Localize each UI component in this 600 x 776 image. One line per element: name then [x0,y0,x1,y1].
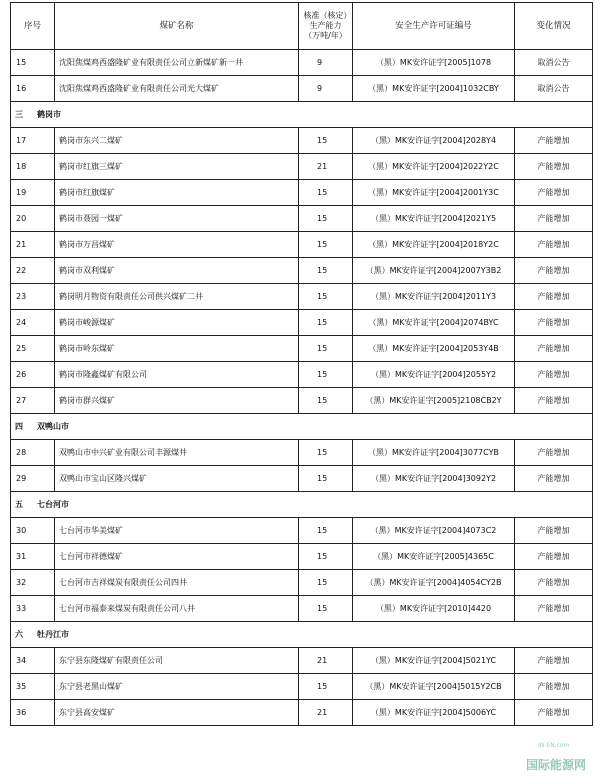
cell-license-number: （黑）MK安许证字[2004]2007Y3B2 [353,258,515,284]
table-row [11,544,593,570]
table-row [11,518,593,544]
cell-change-status: 产能增加 [515,284,593,310]
cell-capacity: 21 [299,700,353,726]
cell-mine-name: 沈阳焦煤鸡西盛隆矿业有限责任公司光大煤矿 [55,76,299,102]
cell-no: 27 [11,388,55,414]
cell-no: 17 [11,128,55,154]
cell-capacity: 15 [299,362,353,388]
header-capacity: 核准（核定）生产能力（万吨/年） [299,3,353,50]
cell-no: 34 [11,648,55,674]
section-title: 七台河市 [37,499,69,509]
cell-change-status: 产能增加 [515,362,593,388]
cell-capacity: 15 [299,336,353,362]
cell-no: 33 [11,596,55,622]
cell-change-status: 产能增加 [515,466,593,492]
cell-mine-name: 东宁县东隆煤矿有限责任公司 [55,648,299,674]
header-name: 煤矿名称 [55,3,299,50]
table-row [11,596,593,622]
table-row [11,440,593,466]
cell-no: 32 [11,570,55,596]
cell-change-status: 产能增加 [515,700,593,726]
cell-license-number: （黑）MK安许证字[2004]2053Y4B [353,336,515,362]
watermark-url: IN-EN.com [538,742,570,749]
cell-no: 31 [11,544,55,570]
table-row [11,648,593,674]
cell-change-status: 产能增加 [515,206,593,232]
table-header-row [11,3,593,50]
table-row [11,700,593,726]
cell-no: 21 [11,232,55,258]
cell-change-status: 产能增加 [515,388,593,414]
table-row [11,362,593,388]
cell-change-status: 产能增加 [515,440,593,466]
cell-no: 22 [11,258,55,284]
cell-change-status: 产能增加 [515,648,593,674]
cell-capacity: 21 [299,154,353,180]
cell-capacity: 15 [299,284,353,310]
cell-capacity: 15 [299,570,353,596]
cell-license-number: （黑）MK安许证字[2004]2022Y2C [353,154,515,180]
table-row [11,232,593,258]
cell-capacity: 15 [299,388,353,414]
coal-mine-table [10,2,593,726]
cell-change-status: 产能增加 [515,258,593,284]
section-title: 双鸭山市 [37,421,69,431]
table-row [11,128,593,154]
section-cell [11,414,593,440]
cell-no: 29 [11,466,55,492]
table-row [11,310,593,336]
cell-change-status: 产能增加 [515,128,593,154]
cell-change-status: 产能增加 [515,232,593,258]
cell-capacity: 15 [299,206,353,232]
cell-license-number: （黑）MK安许证字[2005]1078 [353,50,515,76]
cell-mine-name: 七台河市祥德煤矿 [55,544,299,570]
cell-change-status: 产能增加 [515,518,593,544]
cell-capacity: 15 [299,544,353,570]
cell-license-number: （黑）MK安许证字[2004]5015Y2CB [353,674,515,700]
section-cell [11,102,593,128]
cell-no: 15 [11,50,55,76]
table-row [11,50,593,76]
cell-capacity: 21 [299,648,353,674]
watermark-logo [510,734,594,774]
cell-mine-name: 鹤岗市红旗煤矿 [55,180,299,206]
cell-capacity: 15 [299,518,353,544]
cell-license-number: （黑）MK安许证字[2004]2018Y2C [353,232,515,258]
cell-license-number: （黑）MK安许证字[2004]2074BYC [353,310,515,336]
table-row [11,258,593,284]
section-row [11,492,593,518]
table-row [11,336,593,362]
cell-capacity: 15 [299,440,353,466]
cell-license-number: （黑）MK安许证字[2005]4365C [353,544,515,570]
cell-mine-name: 东宁县高安煤矿 [55,700,299,726]
cell-change-status: 产能增加 [515,596,593,622]
section-number: 五 [15,499,23,509]
table-body [11,50,593,726]
cell-change-status: 取消公告 [515,50,593,76]
cell-mine-name: 东宁县老黑山煤矿 [55,674,299,700]
table-row [11,388,593,414]
table-row [11,466,593,492]
cell-mine-name: 鹤岗市峻源煤矿 [55,310,299,336]
section-title: 鹤岗市 [37,109,61,119]
section-number: 六 [15,629,23,639]
cell-license-number: （黑）MK安许证字[2004]2001Y3C [353,180,515,206]
section-title: 牡丹江市 [37,629,69,639]
header-license: 安全生产许可证编号 [353,3,515,50]
cell-capacity: 9 [299,50,353,76]
cell-capacity: 15 [299,258,353,284]
cell-mine-name: 沈阳焦煤鸡西盛隆矿业有限责任公司立新煤矿新一井 [55,50,299,76]
watermark-text: 国际能源网 [526,758,587,772]
cell-capacity: 15 [299,232,353,258]
cell-mine-name: 双鸭山市中兴矿业有限公司丰源煤井 [55,440,299,466]
cell-no: 24 [11,310,55,336]
cell-no: 30 [11,518,55,544]
cell-license-number: （黑）MK安许证字[2004]3092Y2 [353,466,515,492]
section-row [11,622,593,648]
cell-license-number: （黑）MK安许证字[2004]5006YC [353,700,515,726]
cell-mine-name: 七台河市福泰来煤炭有限责任公司八井 [55,596,299,622]
cell-license-number: （黑）MK安许证字[2004]1032CBY [353,76,515,102]
cell-change-status: 产能增加 [515,154,593,180]
cell-mine-name: 鹤岗明月物资有限责任公司供兴煤矿二井 [55,284,299,310]
section-cell [11,622,593,648]
cell-license-number: （黑）MK安许证字[2005]2108CB2Y [353,388,515,414]
cell-no: 26 [11,362,55,388]
cell-license-number: （黑）MK安许证字[2004]3077CYB [353,440,515,466]
cell-mine-name: 鹤岗市万昌煤矿 [55,232,299,258]
cell-capacity: 15 [299,466,353,492]
section-row [11,102,593,128]
cell-mine-name: 鹤岗市群兴煤矿 [55,388,299,414]
table-row [11,570,593,596]
cell-capacity: 15 [299,674,353,700]
cell-no: 20 [11,206,55,232]
cell-no: 35 [11,674,55,700]
cell-no: 16 [11,76,55,102]
cell-license-number: （黑）MK安许证字[2004]4054CY2B [353,570,515,596]
cell-mine-name: 双鸭山市宝山区隆兴煤矿 [55,466,299,492]
cell-mine-name: 鹤岗市聂园一煤矿 [55,206,299,232]
cell-capacity: 15 [299,180,353,206]
cell-mine-name: 鹤岗市红旗三煤矿 [55,154,299,180]
section-cell [11,492,593,518]
document-table-container [10,2,592,726]
section-number: 四 [15,421,23,431]
cell-mine-name: 鹤岗市岭东煤矿 [55,336,299,362]
cell-capacity: 15 [299,128,353,154]
cell-change-status: 产能增加 [515,336,593,362]
cell-no: 18 [11,154,55,180]
table-row [11,76,593,102]
cell-mine-name: 七台河市吉祥煤炭有限责任公司四井 [55,570,299,596]
cell-license-number: （黑）MK安许证字[2004]4073C2 [353,518,515,544]
section-row [11,414,593,440]
cell-no: 25 [11,336,55,362]
cell-no: 36 [11,700,55,726]
header-change: 变化情况 [515,3,593,50]
cell-capacity: 9 [299,76,353,102]
cell-mine-name: 鹤岗市隆鑫煤矿有限公司 [55,362,299,388]
cell-license-number: （黑）MK安许证字[2004]2021Y5 [353,206,515,232]
cell-capacity: 15 [299,310,353,336]
cell-mine-name: 鹤岗市双利煤矿 [55,258,299,284]
cell-license-number: （黑）MK安许证字[2010]4420 [353,596,515,622]
cell-change-status: 产能增加 [515,674,593,700]
table-row [11,154,593,180]
cell-change-status: 产能增加 [515,180,593,206]
cell-mine-name: 鹤岗市东兴二煤矿 [55,128,299,154]
cell-change-status: 产能增加 [515,310,593,336]
section-number: 三 [15,109,23,119]
cell-license-number: （黑）MK安许证字[2004]2055Y2 [353,362,515,388]
cell-no: 23 [11,284,55,310]
table-row [11,284,593,310]
cell-no: 19 [11,180,55,206]
cell-change-status: 取消公告 [515,76,593,102]
cell-license-number: （黑）MK安许证字[2004]5021YC [353,648,515,674]
cell-no: 28 [11,440,55,466]
cell-change-status: 产能增加 [515,544,593,570]
table-row [11,180,593,206]
table-row [11,674,593,700]
header-no: 序号 [11,3,55,50]
table-row [11,206,593,232]
cell-change-status: 产能增加 [515,570,593,596]
cell-license-number: （黑）MK安许证字[2004]2011Y3 [353,284,515,310]
cell-mine-name: 七台河市华美煤矿 [55,518,299,544]
cell-license-number: （黑）MK安许证字[2004]2028Y4 [353,128,515,154]
cell-capacity: 15 [299,596,353,622]
